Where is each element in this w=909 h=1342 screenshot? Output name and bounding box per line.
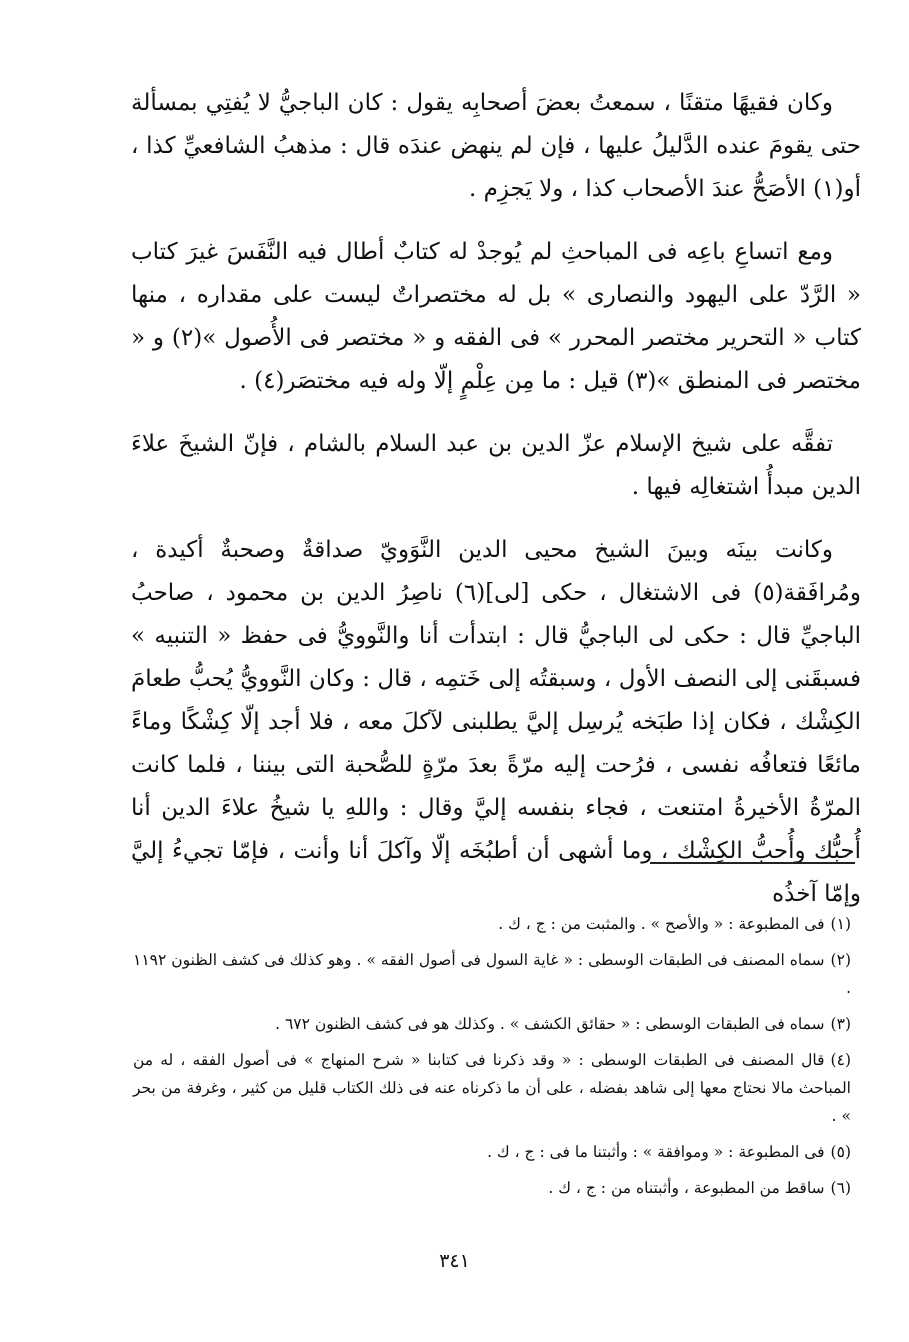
footnote-number: (١) xyxy=(830,915,851,933)
footnote-text: سماه فى الطبقات الوسطى : « حقائق الكشف » . وكذلك هو فى كشف الظنون ٦٧٢ . xyxy=(275,1015,825,1033)
paragraph-4: وكانت بينَه وبينَ الشيخ محيى الدين النَّوَويّ صداقةٌ وصحبةٌ أكيدة ، ومُرافَقة(٥) فى الاشتغال ، حكى [لى](٦) ناصِرُ الدين بن محمود ، صاحبُ الباجيِّ قال : حكى لى الباجيُّ قال : ابتدأت أنا والنَّوويُّ فى حفظ « التنبيه » فسبقَنى إلى النصف الأول ، وسبقتُه إلى خَتمِه ، قال : وكان النَّوويُّ يُحبُّ طعامَ الكِشْك ، فكان إذا طبَخه يُرسِل إليَّ يطلبنى لآكلَ معه ، فلا أجد إلّا كِشْكًا وماءً مائعًا فتعافُه نفسى ، فرُحت إليه مرّةً بعدَ مرّةٍ للصُّحبة التى بيننا ، فلما كانت المرّةُ الأخيرةُ امتنعت ، فجاء بنفسه إليَّ وقال : واللهِ يا شيخُ علاءَ الدين أنا أُحبُّك وأُحبُّ الكِشْك ، وما أشهى أن أطبُخَه إلّا وآكلَ أنا وأنت ، فإمّا تجيءُ إليَّ وإمّا آخذُه xyxy=(131,537,861,907)
footnote-6 xyxy=(133,1174,851,1202)
footnotes-list xyxy=(133,910,851,1210)
paragraph-2: ومع اتساعِ باعِه فى المباحثِ لم يُوجدْ له كتابٌ أطال فيه النَّفَسَ غيرَ كتاب « الرَّدّ على اليهود والنصارى » بل له مختصراتٌ ليست على مقداره ، منها كتاب « التحرير مختصر المحرر » فى الفقه و « مختصر فى الأُصول »(٢) و « مختصر فى المنطق »(٣) قيل : ما مِن عِلْمٍ إلّا وله فيه مختصَر(٤) . xyxy=(131,239,862,394)
paragraph-1: وكان فقيهًا متقنًا ، سمعتُ بعضَ أصحابِه يقول : كان الباجيُّ لا يُفتِي بمسألة حتى يقومَ عنده الدَّليلُ عليها ، فإن لم ينهض عندَه قال : مذهبُ الشافعيِّ كذا ، أو(١) الأصَحُّ عندَ الأصحاب كذا ، ولا يَجزِم . xyxy=(131,90,861,202)
footnote-number: (٢) xyxy=(830,951,851,969)
footnote-text: قال المصنف فى الطبقات الوسطى : « وقد ذكرنا فى كتابنا « شرح المنهاج » فى أصول الفقه ، له من المباحث مالا نحتاج معها إلى شاهد بفضله ، على أن ما ذكرناه عنه فى ذلك الكتاب قليل من كثير ، وغرفة من بحر » . xyxy=(133,1051,851,1125)
footnote-4 xyxy=(133,1046,851,1130)
footnote-3 xyxy=(133,1010,851,1038)
footnote-number: (٥) xyxy=(830,1143,851,1161)
footnote-2 xyxy=(133,946,851,1002)
footnote-1 xyxy=(133,910,851,938)
footnote-5 xyxy=(133,1138,851,1166)
footnote-number: (٦) xyxy=(830,1179,851,1197)
page-number: ٣٤١ xyxy=(439,1250,470,1272)
paragraph-3: تفقَّه على شيخ الإسلام عزّ الدين بن عبد السلام بالشام ، فإنّ الشيخَ علاءَ الدين مبدأُ اشتغالِه فيها . xyxy=(131,431,861,500)
footnote-text: فى المطبوعة : « وموافقة » : وأثبتنا ما فى : ج ، ك . xyxy=(487,1143,825,1161)
footnote-text: فى المطبوعة : « والأصح » . والمثبت من : ج ، ك . xyxy=(498,915,825,933)
footnote-number: (٣) xyxy=(830,1015,851,1033)
footnote-number: (٤) xyxy=(830,1051,851,1069)
footnote-text: ساقط من المطبوعة ، وأثبتناه من : ج ، ك . xyxy=(548,1179,825,1197)
footnote-divider xyxy=(650,862,855,864)
footnote-text: سماه المصنف فى الطبقات الوسطى : « غاية السول فى أصول الفقه » . وهو كذلك فى كشف الظنون ١١٩٢ . xyxy=(133,951,851,997)
main-text xyxy=(131,82,861,936)
